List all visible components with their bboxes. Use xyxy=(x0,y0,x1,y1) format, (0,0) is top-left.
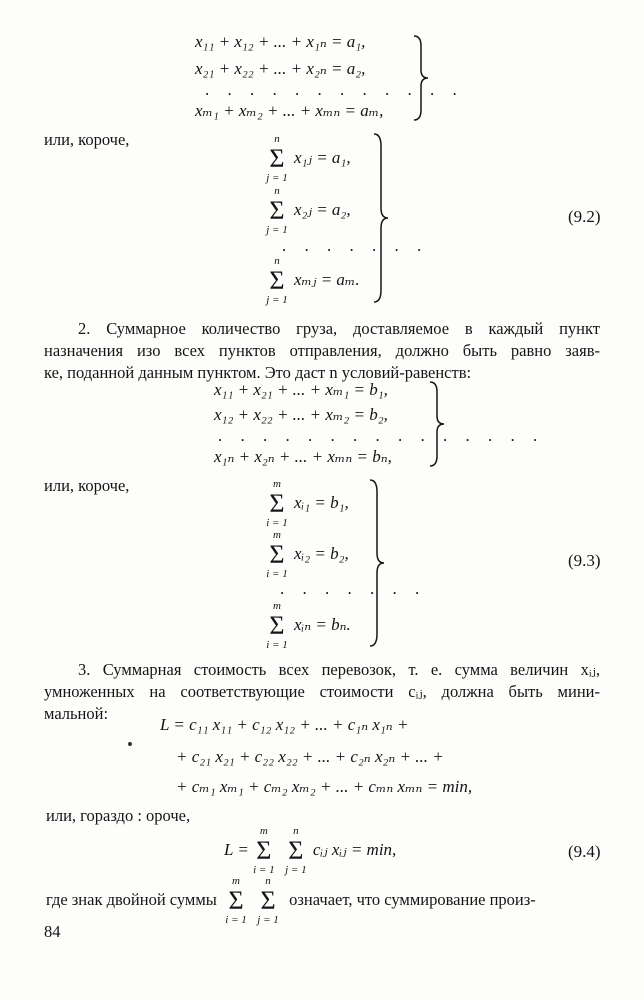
connector-or-shorter-1: или, короче, xyxy=(44,130,130,149)
system-a-brace xyxy=(412,34,432,122)
sum-a-row-1: n Σ j = 1 x₁ⱼ = a₁, xyxy=(266,133,351,184)
sum-b-4-sigma: m Σ i = 1 xyxy=(266,600,288,651)
system-a-row-2: x₂₁ + x₂₂ + ... + x₂ₙ = a₂, xyxy=(195,59,366,78)
sum-b-brace xyxy=(368,478,388,648)
equation-number-9-2: (9.2) xyxy=(568,207,601,226)
sum-a-4-sigma: n Σ j = 1 xyxy=(266,255,288,306)
paragraph-2 xyxy=(44,318,600,384)
paragraph-3-line: 3. Суммарная стоимость всех перевозок, т. е. сумма величин xᵢⱼ, xyxy=(78,660,600,679)
system-b-row-2: x₁₂ + x₂₂ + ... + xₘ₂ = b₂, xyxy=(214,405,388,424)
sum-b-dots: . . . . . . . xyxy=(280,579,427,598)
sum-b-row-2: m Σ i = 1 xᵢ₂ = b₂, xyxy=(266,529,349,580)
sum-a-2-sigma: n Σ j = 1 xyxy=(266,185,288,236)
system-a-row-1: x₁₁ + x₁₂ + ... + x₁ₙ = a₁, xyxy=(195,32,366,51)
page-number: 84 xyxy=(44,922,61,941)
double-sum-sigma-i: m Σ i = 1 xyxy=(253,825,275,876)
system-a-dots: . . . . . . . . . . . . xyxy=(205,80,464,99)
sum-b-2-sigma: m Σ i = 1 xyxy=(266,529,288,580)
connector-or-much-shorter: или, гораздо : ороче, xyxy=(46,806,191,825)
double-sum-equation: L = m Σ i = 1 n Σ j = 1 cᵢⱼ xᵢⱼ = min, xyxy=(224,825,397,876)
paragraph-2-line: ке, поданной данным пунктом. Это даст n условий-равенств: xyxy=(44,363,472,382)
double-sum-sigma-j: n Σ j = 1 xyxy=(285,825,307,876)
equation-number-9-4: (9.4) xyxy=(568,842,601,861)
cost-row-1: L = c₁₁ x₁₁ + c₁₂ x₁₂ + ... + c₁ₙ x₁ₙ + xyxy=(160,715,409,734)
last-line: где знак двойной суммы m Σ i = 1 n Σ j = 1 означает, что суммирование произ- xyxy=(46,875,536,926)
sum-a-dots: . . . . . . . xyxy=(282,236,429,255)
system-b-brace xyxy=(428,380,448,468)
system-b-dots: . . . . . . . . . . . . . . . xyxy=(218,426,545,445)
sum-b-row-4: m Σ i = 1 xᵢₙ = bₙ. xyxy=(266,600,351,651)
sum-b-row-1: m Σ i = 1 xᵢ₁ = b₁, xyxy=(266,478,349,529)
system-a-row-4: xₘ₁ + xₘ₂ + ... + xₘₙ = aₘ, xyxy=(195,101,384,120)
paragraph-2-line: 2. Суммарное количество груза, доставляемое в каждый пункт xyxy=(78,319,600,338)
sum-a-row-2: n Σ j = 1 x₂ⱼ = a₂, xyxy=(266,185,351,236)
system-b-row-4: x₁ₙ + x₂ₙ + ... + xₘₙ = bₙ, xyxy=(214,447,392,466)
equation-number-9-3: (9.3) xyxy=(568,551,601,570)
sum-a-row-4: n Σ j = 1 xₘⱼ = aₘ. xyxy=(266,255,360,306)
system-b-row-1: x₁₁ + x₂₁ + ... + xₘ₁ = b₁, xyxy=(214,380,388,399)
sum-a-brace xyxy=(372,132,392,304)
stray-dot xyxy=(128,742,132,746)
paragraph-2-line: назначения изо всех пунктов отправления, должно быть равно заяв- xyxy=(44,341,600,360)
cost-row-3: + cₘ₁ xₘ₁ + cₘ₂ xₘ₂ + ... + cₘₙ xₘₙ = min, xyxy=(176,777,473,796)
sum-b-1-sigma: m Σ i = 1 xyxy=(266,478,288,529)
sum-a-1-sigma: n Σ j = 1 xyxy=(266,133,288,184)
last-line-sigma-j: n Σ j = 1 xyxy=(257,875,279,926)
paragraph-3-line: умноженных на соответствующие стоимости cᵢⱼ, должна быть мини- xyxy=(44,682,600,701)
connector-or-shorter-2: или, короче, xyxy=(44,476,130,495)
paragraph-3-line: мальной: xyxy=(44,704,109,723)
last-line-sigma-i: m Σ i = 1 xyxy=(225,875,247,926)
cost-row-2: + c₂₁ x₂₁ + c₂₂ x₂₂ + ... + c₂ₙ x₂ₙ + ... + xyxy=(176,747,444,766)
